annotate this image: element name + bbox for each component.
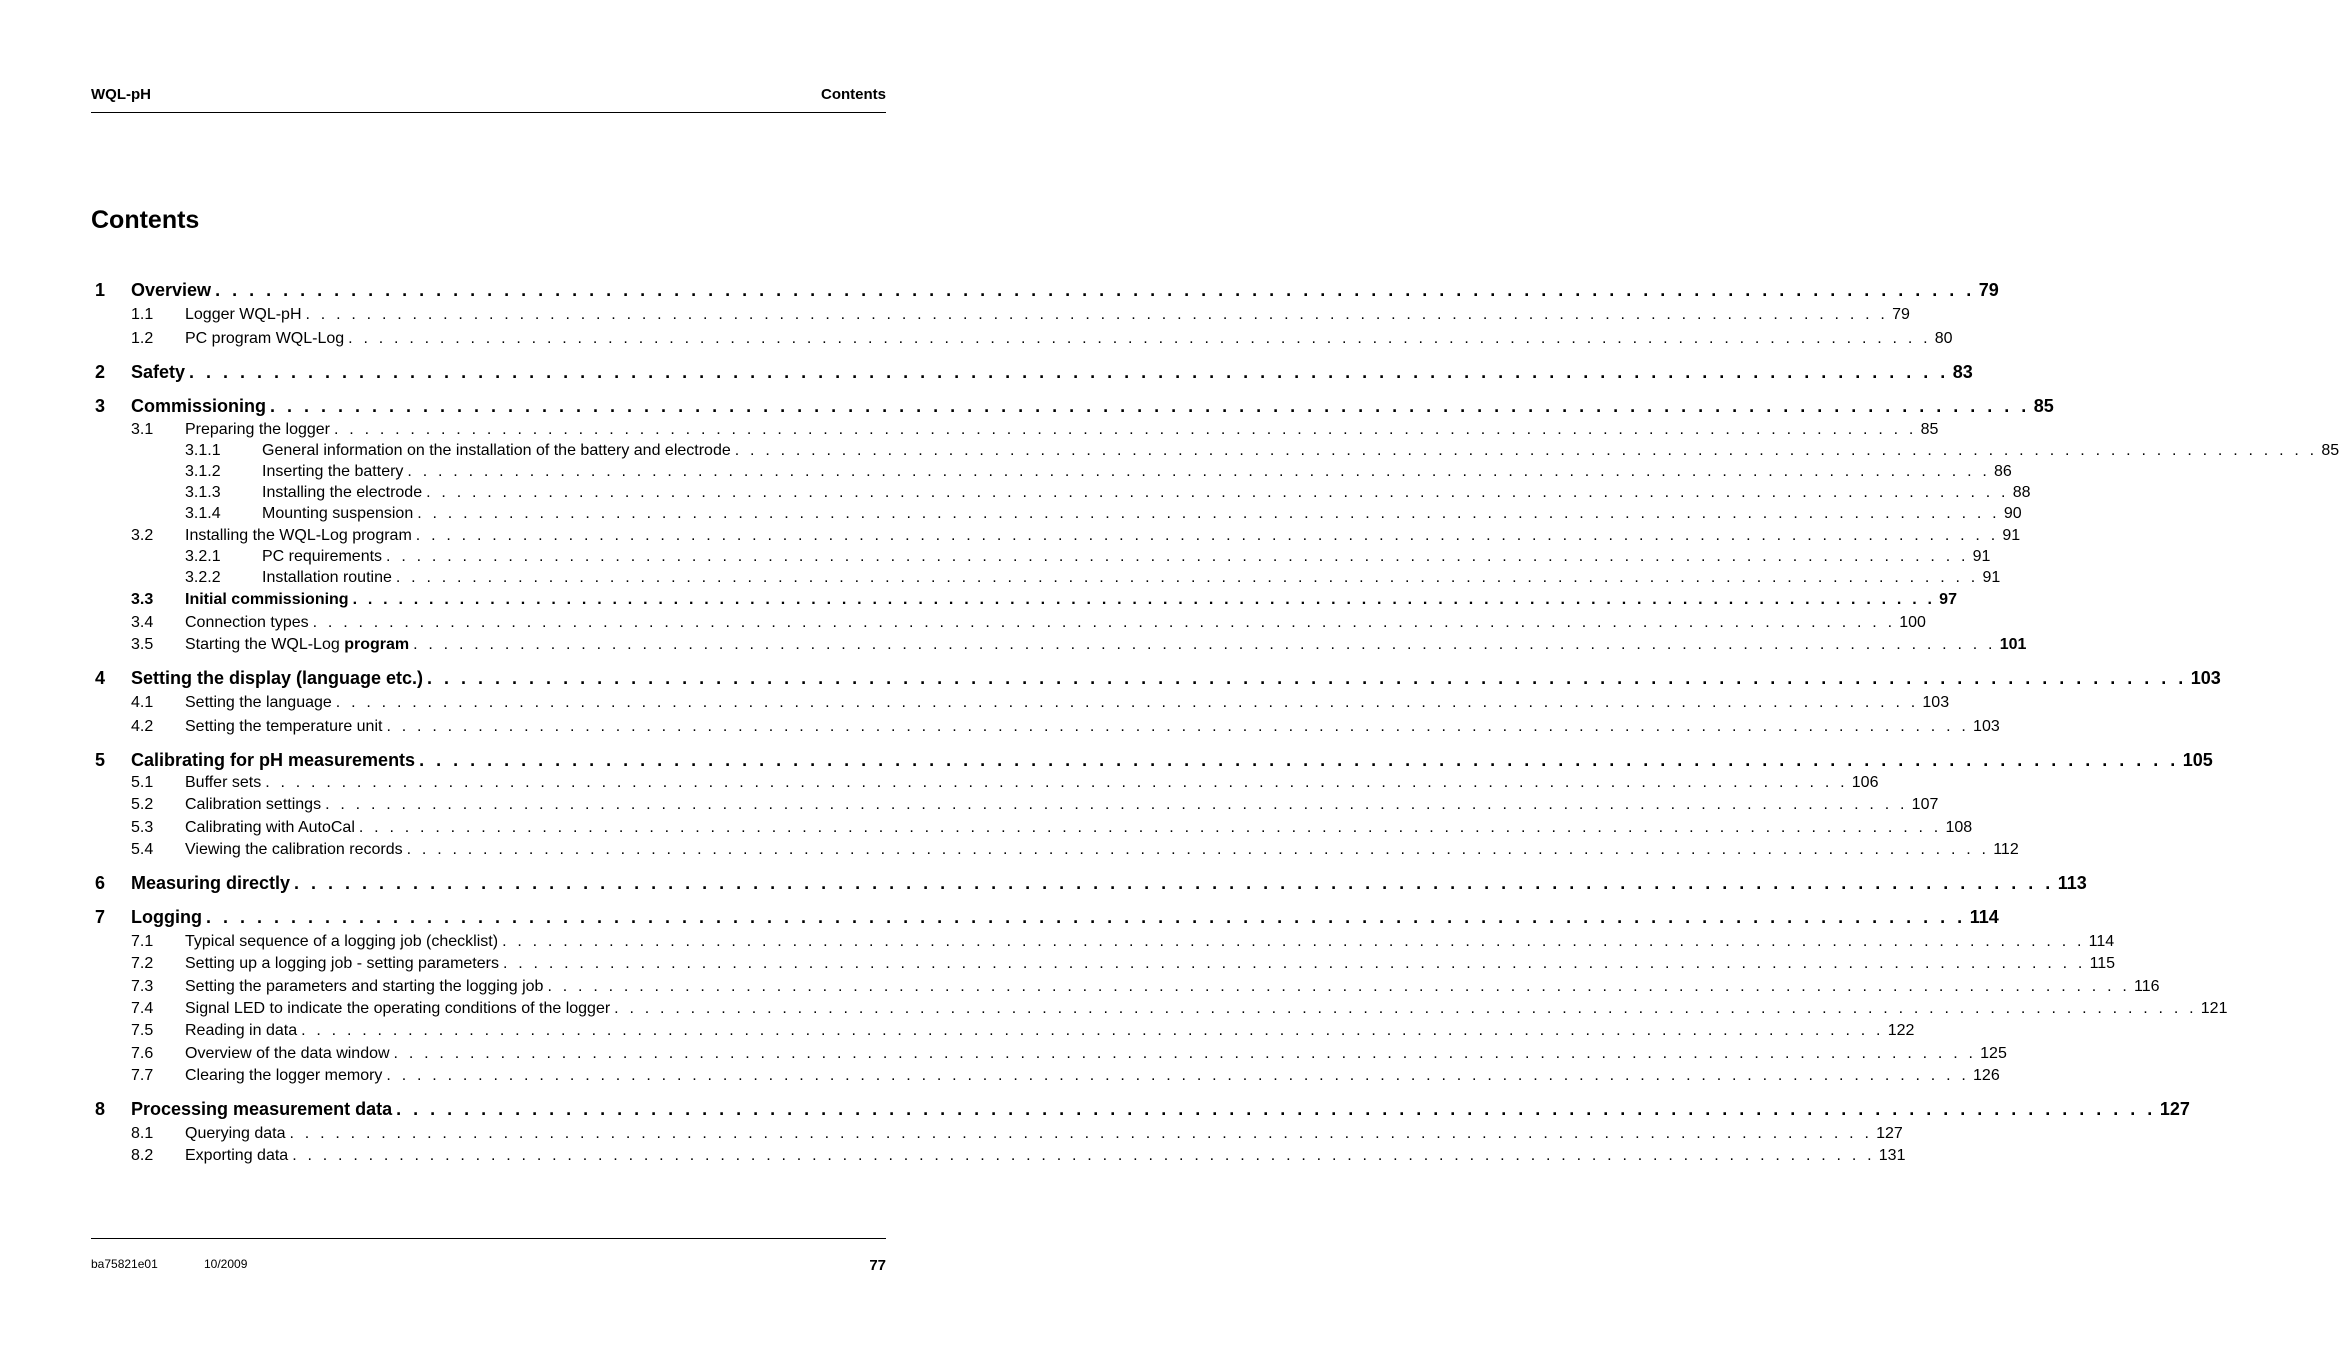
toc-entry-number: 3.4 (131, 614, 154, 631)
toc-entry-page: 121 (2200, 1000, 2228, 1017)
dot-leader: . . . . . . . . . . . . . . . . . . . . . . . . . . . . . . . . . . . . . . . . . . . . . . . . . . . . . . . . . . . . . . . . . . . . . . . . . . . . . . . . . . . . . . . . . . . . . . . . . . . . . . . . (393, 1045, 1977, 1062)
toc-entry-title-text: Safety (131, 362, 186, 382)
dot-leader: . . . . . . . . . . . . . . . . . . . . . . . . . . . . . . . . . . . . . . . . . . . . . . . . . . . . . . . . . . . . . . . . . . . . . . . . . . . . . . . . . . . . . . . . . . . . . . . . . . . . . . . . (502, 933, 2085, 950)
toc-entry-title-text: Installing the electrode (262, 484, 423, 501)
toc-entry-title (131, 395, 266, 417)
toc-entry-number: 4 (95, 668, 106, 688)
toc-entry-title-text: Preparing the logger (185, 421, 330, 438)
toc-entry-page: 91 (1982, 569, 2001, 586)
toc-entry-number: 1.2 (131, 330, 154, 347)
toc-entry-title (131, 906, 202, 928)
toc-entry-number: 7.1 (131, 933, 154, 950)
dot-leader: . . . . . . . . . . . . . . . . . . . . . . . . . . . . . . . . . . . . . . . . . . . . . . . . . . . . . . . . . . . . . . . . . . . . . . . . . . . . . . . . . . . . . . . . . . . . . . . . . . . . . . . . (614, 1000, 2197, 1017)
toc-entry-title-text: General information on the installation of the battery and electrode (262, 442, 731, 459)
toc-entry-number: 5 (95, 750, 106, 770)
toc-entry-title-text: Typical sequence of a logging job (checklist) (185, 933, 499, 950)
toc-entry-title-text: Overview (131, 280, 212, 300)
toc-entry-number: 2 (95, 362, 106, 382)
toc-entry-title (185, 590, 349, 610)
toc-entry-number: 5.4 (131, 841, 154, 858)
toc-entry-title-text: PC program WQL-Log (185, 330, 345, 347)
header-product: WQL-pH (91, 86, 151, 103)
toc-entry-title (185, 1021, 297, 1041)
toc-entry-title-text: Setting up a logging job - setting parameters (185, 955, 499, 972)
toc-entry-title-bold: program (344, 636, 410, 653)
toc-entry-title (185, 693, 332, 713)
toc-entry-page: 100 (1899, 614, 1926, 631)
toc-entry-page: 114 (1969, 907, 1999, 927)
toc-entry-title-text: Mounting suspension (262, 505, 414, 522)
toc-entry-title-text: Calibration settings (185, 796, 322, 813)
dot-leader: . . . . . . . . . . . . . . . . . . . . . . . . . . . . . . . . . . . . . . . . . . . . . . . . . . . . . . . . . . . . . . . . . . . . . . . . . . . . . . . . . . . . . . . . . . . . . . . . . . . . . . . . (352, 591, 1936, 608)
toc-entry-title-text: PC requirements (262, 548, 383, 565)
toc-entry-title (262, 462, 403, 482)
toc-entry-page: 103 (2190, 668, 2221, 688)
toc-entry-number: 3.1.2 (185, 463, 221, 480)
dot-leader: . . . . . . . . . . . . . . . . . . . . . . . . . . . . . . . . . . . . . . . . . . . . . . . . . . . . . . . . . . . . . . . . . . . . . . . . . . . . . . . . . . . . . . . . . . . . . . . . . . . . . . . . (289, 1125, 1873, 1142)
toc-entry-title-text: Setting the parameters and starting the logging job (185, 978, 544, 995)
dot-leader: . . . . . . . . . . . . . . . . . . . . . . . . . . . . . . . . . . . . . . . . . . . . . . . . . . . . . . . . . . . . . . . . . . . . . . . . . . . . . . . . . . . . . . . . . . . . . . . . . . . . . . . . (386, 548, 1969, 565)
toc-entry-number: 7.3 (131, 978, 154, 995)
toc-entry-number: 3.3 (131, 591, 154, 608)
toc-entry-number: 3 (95, 396, 106, 416)
toc-entry-page: 105 (2182, 750, 2213, 770)
toc-entry-number: 7.5 (131, 1022, 154, 1039)
toc-entry-title (185, 977, 543, 997)
toc-entry-title (185, 954, 499, 974)
toc-entry-page: 125 (1980, 1045, 2007, 1062)
toc-entry-number: 7.7 (131, 1067, 154, 1084)
toc-entry-number: 3.5 (131, 636, 154, 653)
footer-document-id: ba75821e01 (91, 1257, 158, 1271)
toc-entry-page: 112 (1993, 841, 2019, 858)
dot-leader: . . . . . . . . . . . . . . . . . . . . . . . . . . . . . . . . . . . . . . . . . . . . . . . . . . . . . . . . . . . . . . . . . . . . . . . . . . . . . . . . . . . . . . . . . . . . . . . . . . . . . . . . (215, 280, 1975, 300)
toc-entry-page: 103 (1973, 718, 2000, 735)
toc-entry-number: 7.2 (131, 955, 154, 972)
dot-leader: . . . . . . . . . . . . . . . . . . . . . . . . . . . . . . . . . . . . . . . . . . . . . . . . . . . . . . . . . . . . . . . . . . . . . . . . . . . . . . . . . . . . . . . . . . . . . . . . . . . . . . . . (294, 873, 2054, 893)
dot-leader: . . . . . . . . . . . . . . . . . . . . . . . . . . . . . . . . . . . . . . . . . . . . . . . . . . . . . . . . . . . . . . . . . . . . . . . . . . . . . . . . . . . . . . . . . . . . . . . . . . . . . . . . (335, 694, 1919, 711)
toc-entry-title-text: Reading in data (185, 1022, 298, 1039)
dot-leader: . . . . . . . . . . . . . . . . . . . . . . . . . . . . . . . . . . . . . . . . . . . . . . . . . . . . . . . . . . . . . . . . . . . . . . . . . . . . . . . . . . . . . . . . . . . . . . . . . . . . . . . . (358, 819, 1942, 836)
toc-entry-page: 127 (2159, 1099, 2190, 1119)
dot-leader: . . . . . . . . . . . . . . . . . . . . . . . . . . . . . . . . . . . . . . . . . . . . . . . . . . . . . . . . . . . . . . . . . . . . . . . . . . . . . . . . . . . . . . . . . . . . . . . . . . . . . . . . (265, 774, 1848, 791)
toc-entry-number: 3.1.1 (185, 442, 221, 459)
toc-entry-title-text: Exporting data (185, 1147, 289, 1164)
toc-entry-page: 107 (1911, 796, 1939, 813)
toc-entry-title-text: Calibrating for pH measurements (131, 750, 416, 770)
toc-entry-page: 127 (1876, 1125, 1903, 1142)
dot-leader: . . . . . . . . . . . . . . . . . . . . . . . . . . . . . . . . . . . . . . . . . . . . . . . . . . . . . . . . . . . . . . . . . . . . . . . . . . . . . . . . . . . . . . . . . . . . . . . . . . . . . . . . (417, 505, 2000, 522)
toc-entry-title (185, 305, 302, 325)
toc-entry-number: 5.2 (131, 796, 154, 813)
toc-entry-number: 8 (95, 1099, 106, 1119)
toc-entry-page: 85 (2321, 442, 2339, 459)
dot-leader: . . . . . . . . . . . . . . . . . . . . . . . . . . . . . . . . . . . . . . . . . . . . . . . . . . . . . . . . . . . . . . . . . . . . . . . . . . . . . . . . . . . . . . . . . . . . . . . . . . . . . . . . (348, 330, 1931, 347)
toc-entry-title-text: Setting the language (185, 694, 332, 711)
toc-entry-title (185, 999, 610, 1019)
toc-entry-page: 126 (1973, 1067, 2000, 1084)
toc-entry-title (131, 279, 211, 301)
toc-entry-number: 3.1 (131, 421, 154, 438)
dot-leader: . . . . . . . . . . . . . . . . . . . . . . . . . . . . . . . . . . . . . . . . . . . . . . . . . . . . . . . . . . . . . . . . . . . . . . . . . . . . . . . . . . . . . . . . . . . . . . . . . . . . . . . . (396, 1099, 2156, 1119)
toc-entry-page: 101 (1999, 636, 2027, 653)
toc-entry-number: 6 (95, 873, 106, 893)
toc-entry-title (185, 613, 309, 633)
toc-entry-title (185, 795, 321, 815)
toc-entry-title (185, 932, 498, 952)
toc-entry-title (131, 872, 290, 894)
toc-entry-title (185, 1124, 286, 1144)
toc-entry-title (262, 483, 422, 503)
toc-entry-page: 131 (1878, 1147, 1906, 1164)
dot-leader: . . . . . . . . . . . . . . . . . . . . . . . . . . . . . . . . . . . . . . . . . . . . . . . . . . . . . . . . . . . . . . . . . . . . . . . . . . . . . . . . . . . . . . . . . . . . . . . . . . . . . . . . (427, 668, 2187, 688)
toc-entry-number: 3.2.1 (185, 548, 221, 565)
toc-entry-number: 1.1 (131, 306, 154, 323)
toc-entry-number: 4.1 (131, 694, 154, 711)
dot-leader: . . . . . . . . . . . . . . . . . . . . . . . . . . . . . . . . . . . . . . . . . . . . . . . . . . . . . . . . . . . . . . . . . . . . . . . . . . . . . . . . . . . . . . . . . . . . . . . . . . . . . . . . (386, 718, 1970, 735)
toc-entry-title (185, 329, 344, 349)
toc-entry-title-text: Querying data (185, 1125, 286, 1142)
dot-leader: . . . . . . . . . . . . . . . . . . . . . . . . . . . . . . . . . . . . . . . . . . . . . . . . . . . . . . . . . . . . . . . . . . . . . . . . . . . . . . . . . . . . . . . . . . . . . . . . . . . . . . . . (386, 1067, 1970, 1084)
toc-entry-title-text: Setting the display (language etc.) (131, 668, 424, 688)
toc-entry-title (185, 818, 355, 838)
toc-entry-title (262, 568, 392, 588)
toc-entry-title-text: Overview of the data window (185, 1045, 390, 1062)
toc-entry-page: 108 (1945, 819, 1973, 836)
dot-leader: . . . . . . . . . . . . . . . . . . . . . . . . . . . . . . . . . . . . . . . . . . . . . . . . . . . . . . . . . . . . . . . . . . . . . . . . . . . . . . . . . . . . . . . . . . . . . . . . . . . . . . . . (325, 796, 1908, 813)
toc-entry-title (185, 717, 382, 737)
toc-entry-title (262, 547, 382, 567)
toc-entry-title (262, 441, 731, 461)
toc-entry-page: 83 (1952, 362, 1973, 382)
dot-leader: . . . . . . . . . . . . . . . . . . . . . . . . . . . . . . . . . . . . . . . . . . . . . . . . . . . . . . . . . . . . . . . . . . . . . . . . . . . . . . . . . . . . . . . . . . . . . . . . . . . . . . . . (413, 636, 1996, 653)
dot-leader: . . . . . . . . . . . . . . . . . . . . . . . . . . . . . . . . . . . . . . . . . . . . . . . . . . . . . . . . . . . . . . . . . . . . . . . . . . . . . . . . . . . . . . . . . . . . . . . . . . . . . . . . (547, 978, 2131, 995)
toc-entry-page: 88 (2012, 484, 2031, 501)
toc-entry-title-text: Viewing the calibration records (185, 841, 403, 858)
dot-leader: . . . . . . . . . . . . . . . . . . . . . . . . . . . . . . . . . . . . . . . . . . . . . . . . . . . . . . . . . . . . . . . . . . . . . . . . . . . . . . . . . . . . . . . . . . . . . . . . . . . . . . . . (292, 1147, 1875, 1164)
toc-entry-title-text: Installation routine (262, 569, 392, 586)
toc-entry-number: 3.2 (131, 527, 154, 544)
toc-entry-number: 5.1 (131, 774, 154, 791)
toc-entry-title (185, 420, 330, 440)
toc-entry-title-text: Starting the WQL-Log (185, 636, 345, 653)
toc-entry-title-text: Processing measurement data (131, 1099, 393, 1119)
dot-leader: . . . . . . . . . . . . . . . . . . . . . . . . . . . . . . . . . . . . . . . . . . . . . . . . . . . . . . . . . . . . . . . . . . . . . . . . . . . . . . . . . . . . . . . . . . . . . . . . . . . . . . . . (270, 396, 2030, 416)
dot-leader: . . . . . . . . . . . . . . . . . . . . . . . . . . . . . . . . . . . . . . . . . . . . . . . . . . . . . . . . . . . . . . . . . . . . . . . . . . . . . . . . . . . . . . . . . . . . . . . . . . . . . . . . (312, 614, 1896, 631)
toc-entry-page: 115 (2089, 955, 2116, 972)
dot-leader: . . . . . . . . . . . . . . . . . . . . . . . . . . . . . . . . . . . . . . . . . . . . . . . . . . . . . . . . . . . . . . . . . . . . . . . . . . . . . . . . . . . . . . . . . . . . . . . . . . . . . . . . (419, 750, 2179, 770)
toc-entry-title (131, 749, 415, 771)
toc-entry-title-text: Initial commissioning (185, 591, 349, 608)
toc-entry-number: 3.2.2 (185, 569, 221, 586)
toc-entry-page: 116 (2134, 978, 2160, 995)
toc-entry-title-text: Clearing the logger memory (185, 1067, 383, 1084)
toc-entry-page: 106 (1851, 774, 1879, 791)
dot-leader: . . . . . . . . . . . . . . . . . . . . . . . . . . . . . . . . . . . . . . . . . . . . . . . . . . . . . . . . . . . . . . . . . . . . . . . . . . . . . . . . . . . . . . . . . . . . . . . . . . . . . . . . (301, 1022, 1884, 1039)
toc-entry-page: 86 (1994, 463, 2012, 480)
dot-leader: . . . . . . . . . . . . . . . . . . . . . . . . . . . . . . . . . . . . . . . . . . . . . . . . . . . . . . . . . . . . . . . . . . . . . . . . . . . . . . . . . . . . . . . . . . . . . . . . . . . . . . . . (734, 442, 2318, 459)
toc-entry-number: 7.6 (131, 1045, 154, 1062)
footer-rule (91, 1238, 886, 1239)
toc-entry-page: 85 (1920, 421, 1939, 438)
toc-entry-page: 114 (2088, 933, 2115, 950)
toc-entry-title-text: Signal LED to indicate the operating conditions of the logger (185, 1000, 611, 1017)
dot-leader: . . . . . . . . . . . . . . . . . . . . . . . . . . . . . . . . . . . . . . . . . . . . . . . . . . . . . . . . . . . . . . . . . . . . . . . . . . . . . . . . . . . . . . . . . . . . . . . . . . . . . . . . (189, 362, 1949, 382)
toc-entry-number: 3.1.4 (185, 505, 221, 522)
dot-leader: . . . . . . . . . . . . . . . . . . . . . . . . . . . . . . . . . . . . . . . . . . . . . . . . . . . . . . . . . . . . . . . . . . . . . . . . . . . . . . . . . . . . . . . . . . . . . . . . . . . . . . . . (395, 569, 1979, 586)
toc-entry-title-text: Buffer sets (185, 774, 262, 791)
toc-entry-number: 4.2 (131, 718, 154, 735)
dot-leader: . . . . . . . . . . . . . . . . . . . . . . . . . . . . . . . . . . . . . . . . . . . . . . . . . . . . . . . . . . . . . . . . . . . . . . . . . . . . . . . . . . . . . . . . . . . . . . . . . . . . . . . . (502, 955, 2086, 972)
toc-entry-page: 91 (2002, 527, 2021, 544)
dot-leader: . . . . . . . . . . . . . . . . . . . . . . . . . . . . . . . . . . . . . . . . . . . . . . . . . . . . . . . . . . . . . . . . . . . . . . . . . . . . . . . . . . . . . . . . . . . . . . . . . . . . . . . . (205, 907, 1966, 927)
toc-entry-title (185, 526, 412, 546)
toc-entry-page: 91 (1972, 548, 1991, 565)
toc-entry-title-text: Installing the WQL-Log program (185, 527, 412, 544)
dot-leader: . . . . . . . . . . . . . . . . . . . . . . . . . . . . . . . . . . . . . . . . . . . . . . . . . . . . . . . . . . . . . . . . . . . . . . . . . . . . . . . . . . . . . . . . . . . . . . . . . . . . . . . . (305, 306, 1889, 323)
toc-entry-title-text: Connection types (185, 614, 309, 631)
toc-entry-page: 79 (1978, 280, 1999, 300)
toc-entry-number: 8.2 (131, 1147, 154, 1164)
toc-entry-number: 1 (95, 280, 106, 300)
toc-entry-title-text: Logger WQL-pH (185, 306, 302, 323)
toc-entry-title-text: Inserting the battery (262, 463, 404, 480)
dot-leader: . . . . . . . . . . . . . . . . . . . . . . . . . . . . . . . . . . . . . . . . . . . . . . . . . . . . . . . . . . . . . . . . . . . . . . . . . . . . . . . . . . . . . . . . . . . . . . . . . . . . . . . . (406, 841, 1990, 858)
footer-date: 10/2009 (204, 1257, 248, 1271)
toc-entry-title (262, 504, 413, 524)
header-rule (91, 112, 886, 113)
toc-entry-number: 7 (95, 907, 106, 927)
toc-entry-title (185, 635, 409, 655)
toc-entry-page: 113 (2057, 873, 2087, 893)
toc-entry-title (131, 1098, 392, 1120)
toc-entry-number: 3.1.3 (185, 484, 221, 501)
toc-entry-page: 90 (2003, 505, 2022, 522)
toc-entry-page: 80 (1934, 330, 1953, 347)
toc-entry-title-text: Measuring directly (131, 873, 291, 893)
toc-entry-number: 7.4 (131, 1000, 154, 1017)
dot-leader: . . . . . . . . . . . . . . . . . . . . . . . . . . . . . . . . . . . . . . . . . . . . . . . . . . . . . . . . . . . . . . . . . . . . . . . . . . . . . . . . . . . . . . . . . . . . . . . . . . . . . . . . (415, 527, 1999, 544)
toc-entry-page: 97 (1939, 591, 1957, 608)
toc-entry-page: 103 (1922, 694, 1950, 711)
dot-leader: . . . . . . . . . . . . . . . . . . . . . . . . . . . . . . . . . . . . . . . . . . . . . . . . . . . . . . . . . . . . . . . . . . . . . . . . . . . . . . . . . . . . . . . . . . . . . . . . . . . . . . . . (333, 421, 1917, 438)
page-title: Contents (91, 206, 200, 234)
toc-entry-number: 5.3 (131, 819, 154, 836)
toc-entry-title (185, 840, 403, 860)
toc-entry-title (131, 667, 423, 689)
toc-entry-title-text: Logging (131, 907, 202, 927)
dot-leader: . . . . . . . . . . . . . . . . . . . . . . . . . . . . . . . . . . . . . . . . . . . . . . . . . . . . . . . . . . . . . . . . . . . . . . . . . . . . . . . . . . . . . . . . . . . . . . . . . . . . . . . . (426, 484, 2009, 501)
toc-entry-title (185, 1146, 288, 1166)
running-header (91, 86, 886, 103)
toc-entry-title (185, 773, 261, 793)
toc-entry-page: 85 (2033, 396, 2054, 416)
toc-entry-page: 122 (1887, 1022, 1915, 1039)
toc-entry-title-text: Calibrating with AutoCal (185, 819, 355, 836)
dot-leader: . . . . . . . . . . . . . . . . . . . . . . . . . . . . . . . . . . . . . . . . . . . . . . . . . . . . . . . . . . . . . . . . . . . . . . . . . . . . . . . . . . . . . . . . . . . . . . . . . . . . . . . . (407, 463, 1991, 480)
toc-entry-number: 8.1 (131, 1125, 154, 1142)
toc-entry-title-text: Setting the temperature unit (185, 718, 383, 735)
toc-entry-title-text: Commissioning (131, 396, 267, 416)
toc-entry-title (131, 361, 185, 383)
toc-entry-title (185, 1044, 390, 1064)
toc-entry-page: 79 (1892, 306, 1910, 323)
toc-entry-title (185, 1066, 382, 1086)
page-number: 77 (869, 1257, 886, 1274)
header-section: Contents (821, 86, 886, 103)
